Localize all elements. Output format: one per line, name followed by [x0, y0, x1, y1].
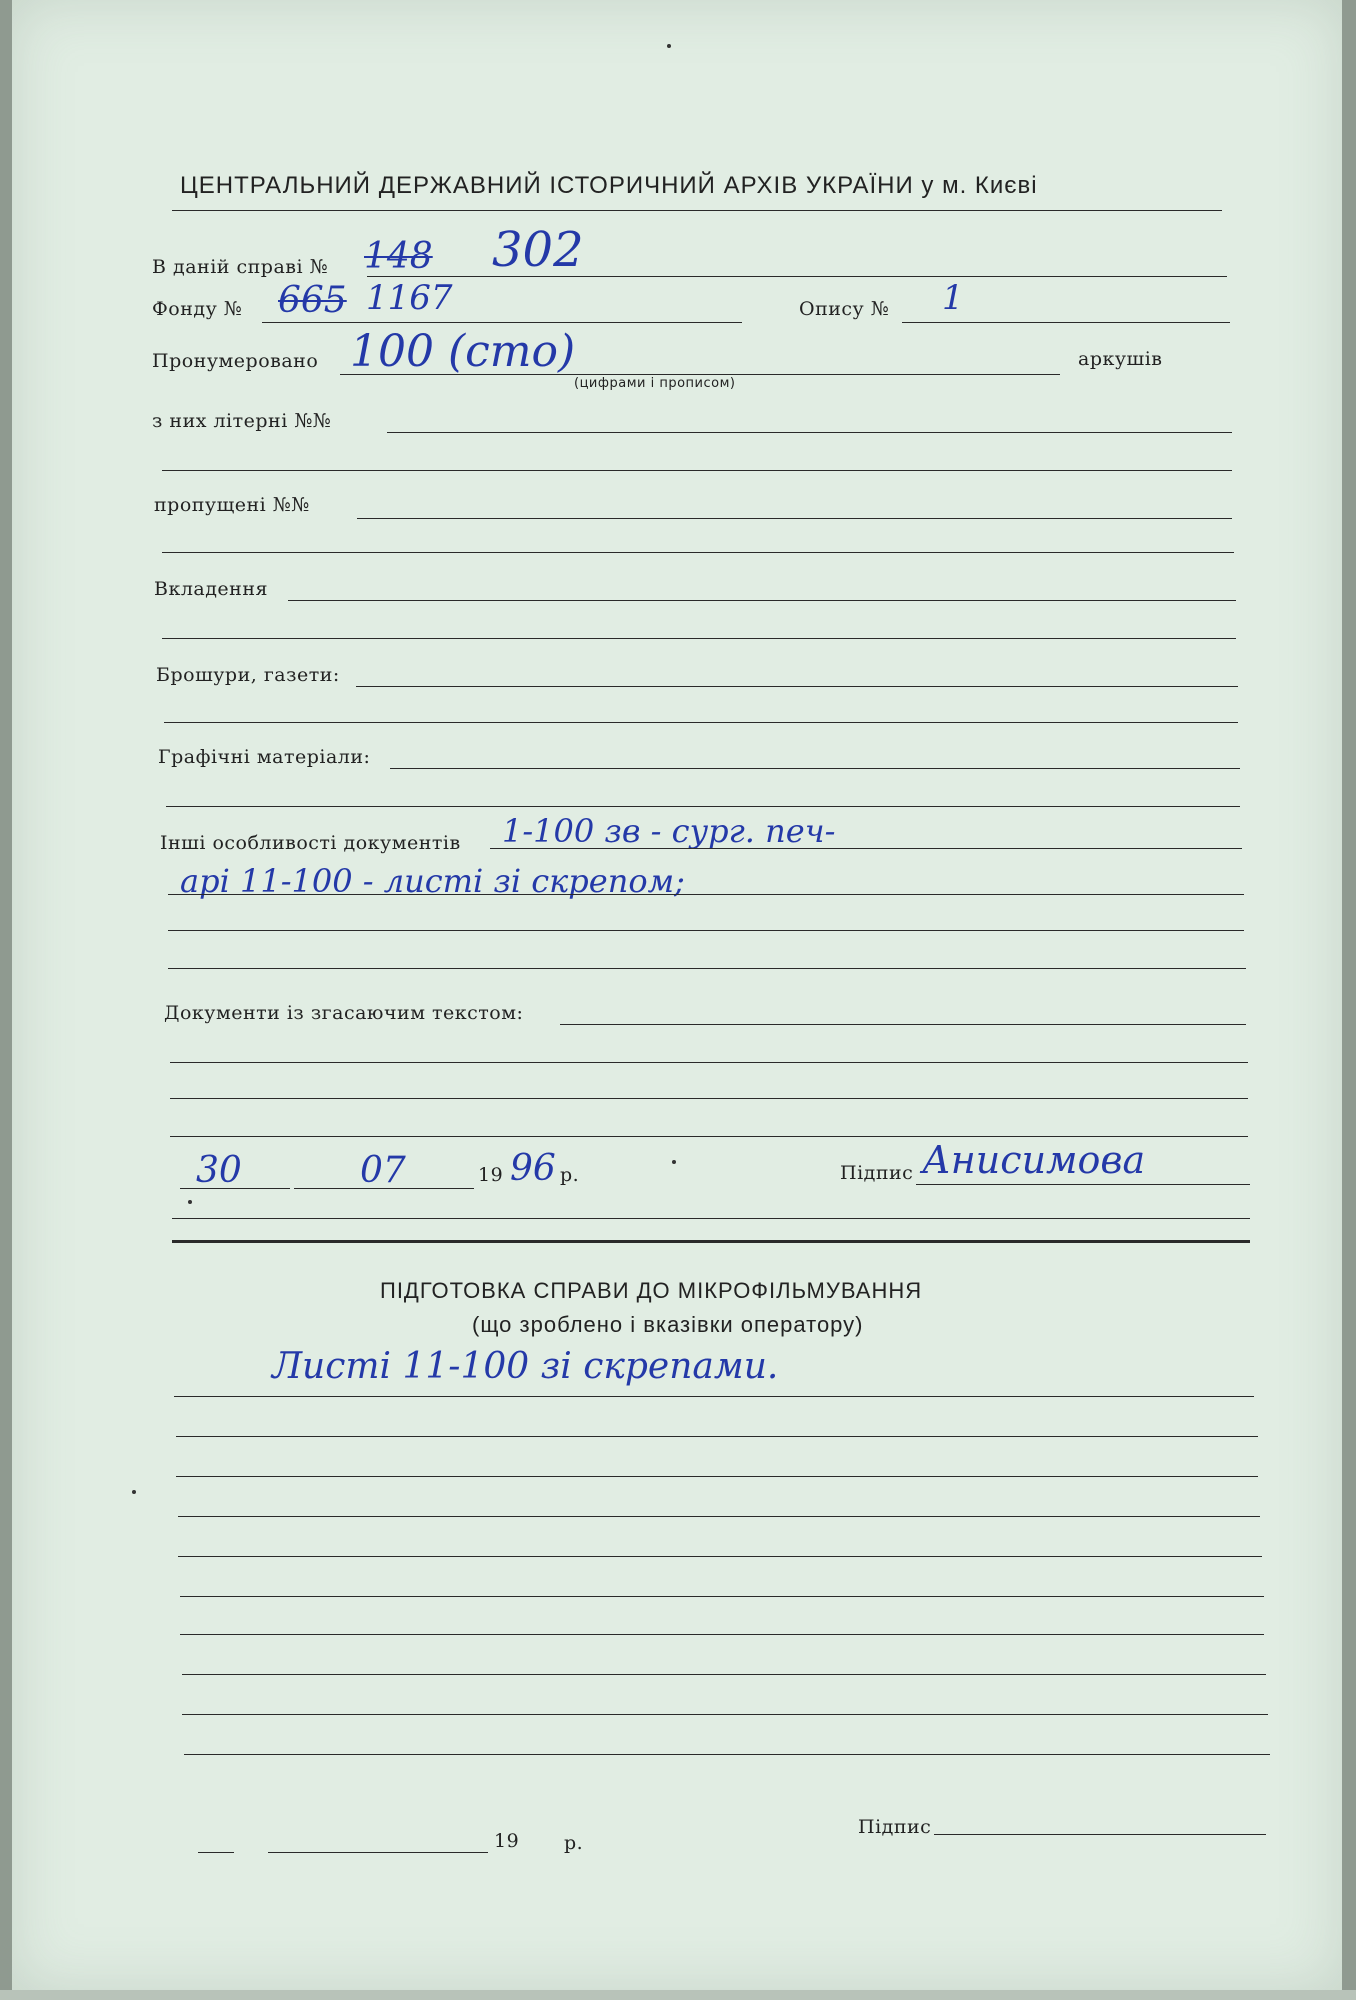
microfilm-line-7 — [180, 1634, 1264, 1635]
bottom-date-year-prefix: 19 — [494, 1830, 520, 1852]
brochures-line-2 — [164, 722, 1238, 723]
fond-number-old: 665 — [278, 280, 347, 321]
other-features-hw-line1: 1-100 зв - сург. печ- — [502, 812, 836, 850]
archive-form-sheet — [12, 0, 1342, 1990]
case-number-old: 148 — [364, 236, 433, 277]
case-number-label: В даній справі № — [152, 256, 329, 278]
date-r: р. — [560, 1164, 580, 1186]
microfilm-line-4 — [178, 1516, 1260, 1517]
microfilm-line-2 — [176, 1436, 1258, 1437]
other-features-line-3 — [168, 930, 1244, 931]
sheet-bottom-edge — [0, 1990, 1356, 2000]
date-month: 07 — [360, 1150, 406, 1191]
bottom-date-r: р. — [564, 1832, 584, 1854]
letter-numbers-line-2 — [162, 470, 1232, 471]
missing-numbers-label: пропущені №№ — [154, 494, 310, 516]
date-day: 30 — [196, 1150, 242, 1191]
paper-speck — [672, 1160, 676, 1164]
numbered-caption: (цифрами і прописом) — [574, 376, 736, 391]
bottom-date-day-line — [198, 1852, 234, 1853]
archive-title: ЦЕНТРАЛЬНИЙ ДЕРЖАВНИЙ ІСТОРИЧНИЙ АРХІВ УКРАЇНИ у м. Києві — [180, 172, 1038, 199]
microfilm-line-6 — [180, 1596, 1264, 1597]
case-number-new: 302 — [492, 222, 584, 278]
microfilm-line-10 — [184, 1754, 1270, 1755]
case-number-line — [367, 276, 1227, 277]
missing-numbers-line-2 — [162, 552, 1234, 553]
opys-label: Опису № — [799, 298, 890, 320]
signature-line — [916, 1184, 1250, 1185]
opys-line — [902, 322, 1230, 323]
microfilm-subtitle: (що зроблено і вказівки оператору) — [472, 1312, 864, 1337]
bottom-signature-line — [934, 1834, 1266, 1835]
paper-speck — [188, 1200, 192, 1204]
numbered-value: 100 (сто) — [350, 326, 576, 377]
paper-speck — [667, 44, 671, 48]
other-features-line-4 — [168, 968, 1246, 969]
missing-numbers-line — [357, 518, 1232, 519]
date-month-line — [294, 1188, 474, 1189]
date-year-suffix: 96 — [510, 1148, 556, 1189]
fond-line — [262, 322, 742, 323]
other-features-line — [490, 848, 1242, 849]
faded-text-label: Документи із згасаючим текстом: — [164, 1002, 524, 1024]
numbered-line — [340, 374, 1060, 375]
faded-text-line-4 — [170, 1136, 1248, 1137]
microfilm-line-1 — [174, 1396, 1254, 1397]
inserts-label: Вкладення — [154, 578, 268, 600]
faded-text-line-2 — [170, 1062, 1248, 1063]
microfilm-title: ПІДГОТОВКА СПРАВИ ДО МІКРОФІЛЬМУВАННЯ — [380, 1278, 923, 1303]
faded-text-line — [560, 1024, 1246, 1025]
brochures-label: Брошури, газети: — [156, 664, 340, 686]
signature-label: Підпис — [840, 1162, 914, 1184]
separator-line — [172, 1218, 1250, 1219]
bottom-signature-label: Підпис — [858, 1816, 932, 1838]
numbered-label: Пронумеровано — [152, 350, 319, 372]
paper-speck — [132, 1490, 136, 1494]
separator-line-thick — [172, 1240, 1250, 1243]
inserts-line-2 — [162, 638, 1236, 639]
signature-value: Анисимова — [922, 1138, 1146, 1182]
microfilm-line-5 — [178, 1556, 1262, 1557]
fond-number-new: 1167 — [366, 278, 453, 318]
brochures-line — [356, 686, 1238, 687]
letter-numbers-label: з них літерні №№ — [152, 410, 332, 432]
header-underline — [172, 210, 1222, 211]
graphic-label: Графічні матеріали: — [158, 746, 371, 768]
other-features-hw-line2: арі 11-100 - листі зі скрепом; — [180, 862, 685, 900]
bottom-date-month-line — [268, 1852, 488, 1853]
microfilm-hw-line1: Листі 11-100 зі скрепами. — [272, 1346, 779, 1387]
other-features-line-2 — [168, 894, 1244, 895]
inserts-line — [288, 600, 1236, 601]
fond-label: Фонду № — [152, 298, 243, 320]
faded-text-line-3 — [170, 1098, 1248, 1099]
graphic-line-2 — [166, 806, 1240, 807]
sheets-label: аркушів — [1078, 348, 1163, 370]
date-day-line — [180, 1188, 290, 1189]
microfilm-line-8 — [182, 1674, 1266, 1675]
letter-numbers-line — [387, 432, 1232, 433]
date-year-prefix: 19 — [478, 1164, 504, 1186]
other-features-label: Інші особливості документів — [160, 832, 461, 854]
microfilm-line-3 — [176, 1476, 1258, 1477]
microfilm-line-9 — [182, 1714, 1268, 1715]
graphic-line — [390, 768, 1240, 769]
opys-value: 1 — [942, 278, 964, 318]
